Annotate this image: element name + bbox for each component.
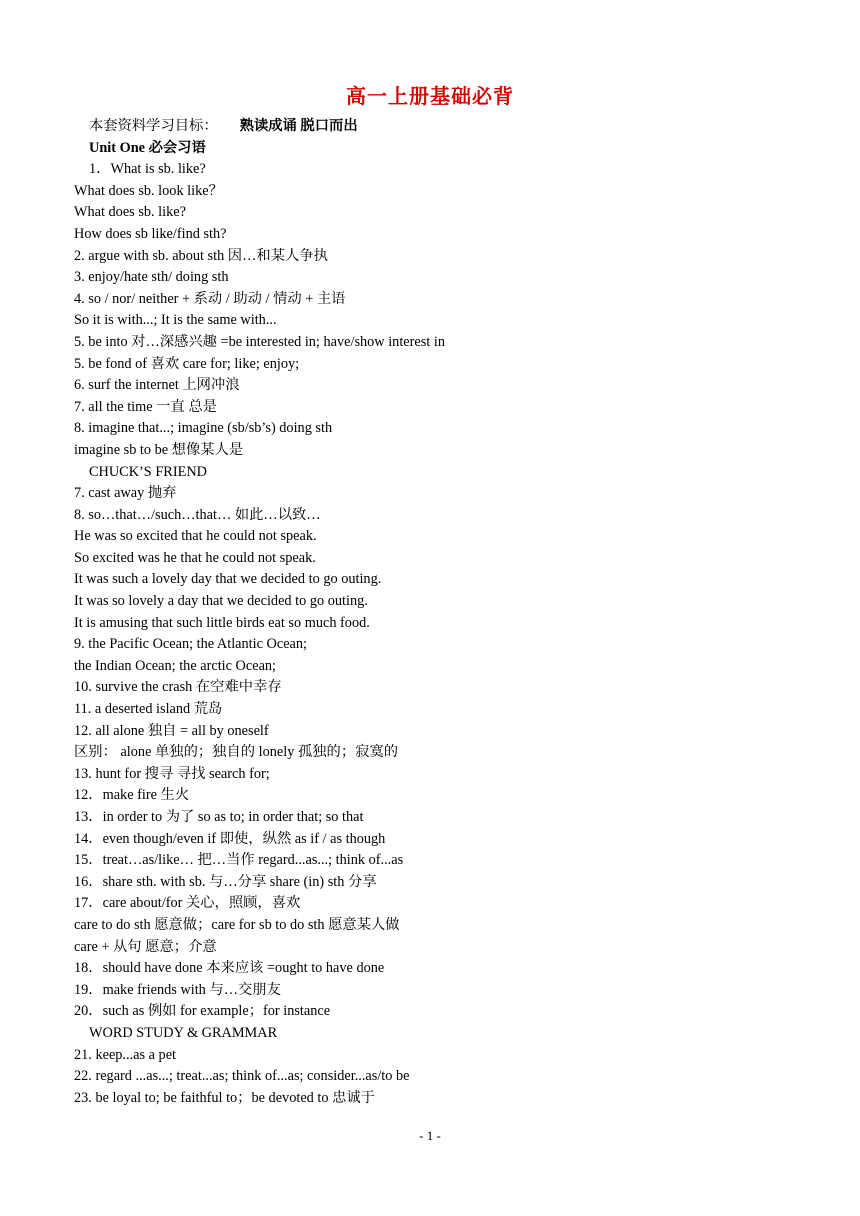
- phrase-line: 5. be fond of 喜欢 care for; like; enjoy;: [74, 355, 300, 372]
- phrase-line: care + 从句 愿意；介意: [74, 938, 217, 955]
- phrase-line: the Indian Ocean; the arctic Ocean;: [74, 657, 277, 674]
- phrase-line: 20．such as 例如 for example；for instance: [74, 1003, 331, 1020]
- phrase-line: CHUCK’S FRIEND: [89, 463, 207, 480]
- content-body: [74, 116, 834, 1109]
- phrase-line: So excited was he that he could not speak.: [74, 549, 316, 566]
- phrase-line: 4. so / nor/ neither + 系动 / 助动 / 情动 + 主语: [74, 290, 346, 307]
- study-goal-label: 本套资料学习目标：: [89, 118, 218, 134]
- phrase-line: 1．What is sb. like?: [89, 161, 206, 178]
- phrase-line: 8. so…that…/such…that… 如此…以致…: [74, 506, 321, 523]
- phrase-line: 15．treat…as/like… 把…当作 regard...as...; think of...as: [74, 852, 404, 869]
- phrase-line: 11. a deserted island 荒岛: [74, 701, 223, 718]
- page-title: 高一上册基础必背: [346, 84, 514, 108]
- phrase-line: imagine sb to be 想像某人是: [74, 441, 244, 458]
- phrase-line: It was so lovely a day that we decided to go outing.: [74, 593, 368, 610]
- unit-heading: Unit One 必会习语: [89, 139, 206, 156]
- phrase-line: 2. argue with sb. about sth 因…和某人争执: [74, 247, 328, 264]
- phrase-line: 10. survive the crash 在空难中幸存: [74, 679, 282, 696]
- phrase-line: What does sb. like?: [74, 204, 186, 221]
- phrase-line: 12. all alone 独自 = all by oneself: [74, 722, 269, 739]
- phrase-line: 14．even though/even if 即使，纵然 as if / as though: [74, 830, 386, 847]
- phrase-list: [74, 159, 834, 1109]
- phrase-line: It was such a lovely day that we decided to go outing.: [74, 571, 382, 588]
- page-number: - 1 -: [419, 1128, 441, 1143]
- study-goal-value: 熟读成诵 脱口而出: [239, 118, 358, 134]
- phrase-line: WORD STUDY & GRAMMAR: [89, 1024, 278, 1041]
- phrase-line: 21. keep...as a pet: [74, 1046, 177, 1063]
- phrase-line: 7. cast away 抛弃: [74, 485, 177, 502]
- phrase-line: 区别： alone 单独的；独自的 lonely 孤独的；寂寞的: [74, 744, 399, 761]
- phrase-line: It is amusing that such little birds eat so much food.: [74, 614, 370, 631]
- phrase-line: 3. enjoy/hate sth/ doing sth: [74, 269, 229, 286]
- phrase-line: What does sb. look like？: [74, 182, 223, 199]
- phrase-line: 22. regard ...as...; treat...as; think of...as; consider...as/to be: [74, 1068, 410, 1085]
- phrase-line: How does sb like/find sth?: [74, 225, 227, 242]
- study-goal: [74, 116, 834, 138]
- phrase-line: 16．share sth. with sb. 与…分享 share (in) sth 分享: [74, 873, 377, 890]
- phrase-line: 6. surf the internet 上网冲浪: [74, 377, 240, 394]
- phrase-line: 23. be loyal to; be faithful to；be devoted to 忠诚于: [74, 1089, 375, 1106]
- phrase-line: 19．make friends with 与…交朋友: [74, 981, 281, 998]
- phrase-line: So it is with...; It is the same with...: [74, 312, 277, 329]
- phrase-line: 17．care about/for 关心，照顾，喜欢: [74, 895, 301, 912]
- phrase-line: 18．should have done 本来应该 =ought to have done: [74, 960, 385, 977]
- phrase-line: 13. hunt for 搜寻 寻找 search for;: [74, 765, 270, 782]
- phrase-line: 12．make fire 生火: [74, 787, 190, 804]
- phrase-line: 5. be into 对…深感兴趣 =be interested in; have/show interest in: [74, 333, 445, 350]
- phrase-line: 7. all the time 一直 总是: [74, 398, 217, 415]
- phrase-line: care to do sth 愿意做；care for sb to do sth 愿意某人做: [74, 916, 400, 933]
- phrase-line: 13．in order to 为了 so as to; in order that; so that: [74, 809, 364, 825]
- phrase-line: 9. the Pacific Ocean; the Atlantic Ocean;: [74, 636, 308, 653]
- phrase-line: 8. imagine that...; imagine (sb/sb’s) doing sth: [74, 420, 333, 437]
- phrase-line: He was so excited that he could not speak.: [74, 528, 317, 545]
